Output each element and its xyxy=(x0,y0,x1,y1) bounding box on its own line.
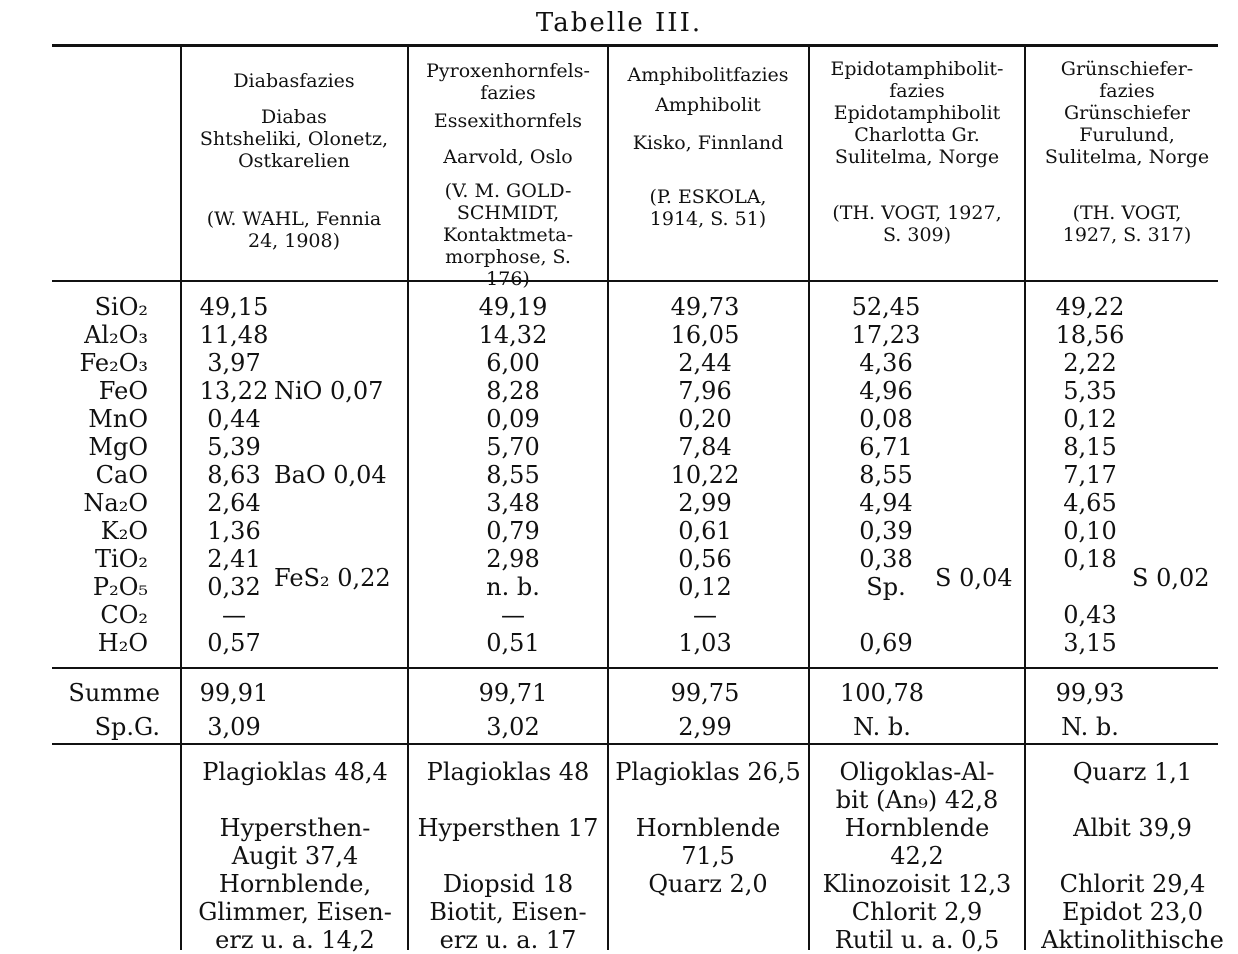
value-cell: 14,32 xyxy=(478,321,548,349)
locality: Kisko, Finnland xyxy=(632,132,784,154)
mineral-line: Albit 39,9 xyxy=(1073,814,1192,842)
value-cell: 0,56 xyxy=(678,545,732,573)
mineral-line: bit (An₉) 42,8 xyxy=(835,786,999,814)
mineral-line xyxy=(610,786,806,814)
summe-col-3: 99,75 2,99 xyxy=(670,679,740,741)
label-spg: Sp.G. xyxy=(94,713,160,741)
facies-name: Amphibolitfazies xyxy=(627,64,789,86)
value-cell: 49,22 xyxy=(1055,293,1125,321)
table-title: Tabelle III. xyxy=(535,8,703,38)
value-cell: 2,99 xyxy=(678,489,732,517)
header-col-5 xyxy=(1027,58,1227,246)
mineral-line: Augit 37,4 xyxy=(231,842,359,870)
col-divider-4 xyxy=(1024,46,1026,950)
locality: Charlotta Gr. Sulitelma, Norge xyxy=(834,124,1000,168)
value-cell: 0,12 xyxy=(678,573,732,601)
value-cell: 4,94 xyxy=(859,489,913,517)
locality: Aarvold, Oslo xyxy=(443,146,573,168)
mineral-line: Quarz 2,0 xyxy=(648,870,768,898)
value-cell: 0,20 xyxy=(678,405,732,433)
mineral-line: erz u. a. 17 xyxy=(439,926,577,954)
value-cell: 4,36 xyxy=(859,349,913,377)
value-cell: 3,48 xyxy=(486,489,540,517)
mineral-line: Glimmer, Eisen- xyxy=(198,898,392,926)
rule-header-bottom xyxy=(52,280,1218,282)
rock-name: Essexithornfels xyxy=(433,110,583,132)
value-cell: 1,36 xyxy=(207,517,261,545)
summary-labels xyxy=(52,676,160,744)
header-col-1 xyxy=(184,70,404,252)
mineral-line: Klinozoisit 12,3 xyxy=(822,870,1012,898)
note-fes2: FeS₂ 0,22 xyxy=(274,564,391,592)
value-cell: 11,48 xyxy=(199,321,269,349)
value-cell: 8,28 xyxy=(486,377,540,405)
values-col-5 xyxy=(1052,293,1128,657)
value-cell: — xyxy=(222,601,246,629)
values-col-2 xyxy=(468,293,558,657)
summe-col-2: 99,71 3,02 xyxy=(478,679,548,741)
value-cell: 4,65 xyxy=(1063,489,1117,517)
mineral-line: erz u. a. 14,2 xyxy=(215,926,375,954)
mineral-line: Hornblende xyxy=(635,814,781,842)
values-col-1 xyxy=(196,293,272,657)
minerals-col-4 xyxy=(811,758,1023,954)
value-cell: 0,32 xyxy=(207,573,261,601)
value-cell: 49,15 xyxy=(199,293,269,321)
value-cell: 16,05 xyxy=(670,321,740,349)
value-cell: Sp. xyxy=(866,573,906,601)
mineral-line: Chlorit 2,9 xyxy=(851,898,983,926)
mineral-line: Biotit, Eisen- xyxy=(429,898,587,926)
value-cell: — xyxy=(501,601,525,629)
header-col-4 xyxy=(811,58,1023,246)
value-cell: 18,56 xyxy=(1055,321,1125,349)
rock-name: Epidotamphibolit xyxy=(833,102,1001,124)
mineral-line xyxy=(1027,786,1238,814)
value-cell xyxy=(1052,573,1128,601)
oxide-label: MnO xyxy=(88,405,148,433)
value-cell: 17,23 xyxy=(851,321,921,349)
value-cell: 3,97 xyxy=(207,349,261,377)
oxide-label: CO₂ xyxy=(100,601,148,629)
value-cell: 10,22 xyxy=(670,461,740,489)
mineral-line: 71,5 xyxy=(681,842,735,870)
rock-name: Diabas xyxy=(261,106,327,128)
col-divider-1 xyxy=(407,46,409,950)
value-cell: 13,22 xyxy=(199,377,269,405)
oxide-label: H₂O xyxy=(97,629,148,657)
oxide-label: SiO₂ xyxy=(94,293,148,321)
value-cell: 7,84 xyxy=(678,433,732,461)
value-cell: 0,57 xyxy=(207,629,261,657)
value-cell: 2,41 xyxy=(207,545,261,573)
value-cell: 0,69 xyxy=(859,629,913,657)
value-cell: 0,08 xyxy=(859,405,913,433)
value-cell: 0,51 xyxy=(486,629,540,657)
oxide-label: Fe₂O₃ xyxy=(79,349,148,377)
value-cell: 2,22 xyxy=(1063,349,1117,377)
value-cell: 0,18 xyxy=(1063,545,1117,573)
oxide-label: P₂O₅ xyxy=(92,573,148,601)
header-col-3 xyxy=(610,64,806,230)
value-cell: 1,03 xyxy=(678,629,732,657)
mineral-line: Hypersthen- xyxy=(219,814,371,842)
mineral-line xyxy=(410,842,606,870)
reference: (W. WAHL, Fennia 24, 1908) xyxy=(206,208,382,252)
summe-col-5: 99,93 N. b. xyxy=(1055,679,1125,741)
locality: Shtsheliki, Olonetz, Ostkarelien xyxy=(199,128,389,172)
col-divider-3 xyxy=(808,46,810,950)
reference: (P. ESKOLA, 1914, S. 51) xyxy=(649,186,767,230)
value-cell: 5,39 xyxy=(207,433,261,461)
value-cell: 0,10 xyxy=(1063,517,1117,545)
mineral-line: Hypersthen 17 xyxy=(417,814,599,842)
reference: (TH. VOGT, 1927, S. 317) xyxy=(1062,202,1192,246)
mineral-line xyxy=(610,898,806,926)
mineral-line: Chlorit 29,4 xyxy=(1059,870,1206,898)
locality: Furulund, Sulitelma, Norge xyxy=(1044,124,1210,168)
value-cell: 52,45 xyxy=(851,293,921,321)
minerals-col-1 xyxy=(184,758,406,954)
oxide-label: Al₂O₃ xyxy=(84,321,148,349)
values-col-4 xyxy=(846,293,926,657)
mineral-line: Rutil u. a. 0,5 xyxy=(834,926,1000,954)
facies-name: Epidotamphibolit-fazies xyxy=(830,58,1004,102)
value-cell: 3,15 xyxy=(1063,629,1117,657)
mineral-line: Hornblende xyxy=(844,814,990,842)
mineral-line xyxy=(184,786,406,814)
facies-name: Diabasfazies xyxy=(233,70,355,92)
mineral-line: Epidot 23,0 xyxy=(1061,898,1204,926)
oxide-label: CaO xyxy=(95,461,148,489)
col-divider-2 xyxy=(607,46,609,950)
mineral-line: 42,2 xyxy=(890,842,944,870)
mineral-line: Plagioklas 48,4 xyxy=(202,758,388,786)
mineral-line: Diopsid 18 xyxy=(442,870,574,898)
minerals-col-2 xyxy=(410,758,606,954)
value-cell: 0,39 xyxy=(859,517,913,545)
value-cell: 8,55 xyxy=(859,461,913,489)
note-s-col5: S 0,02 xyxy=(1132,564,1210,592)
value-cell: 2,98 xyxy=(486,545,540,573)
note-bao: BaO 0,04 xyxy=(274,461,387,489)
rock-name: Grünschiefer xyxy=(1063,102,1191,124)
value-cell: 0,09 xyxy=(486,405,540,433)
value-cell: 2,44 xyxy=(678,349,732,377)
mineral-line: Quarz 1,1 xyxy=(1072,758,1193,786)
value-cell: 5,35 xyxy=(1063,377,1117,405)
value-cell: 7,96 xyxy=(678,377,732,405)
header-col-2 xyxy=(410,60,606,290)
value-cell: n. b. xyxy=(486,573,540,601)
reference: (TH. VOGT, 1927, S. 309) xyxy=(832,202,1002,246)
value-cell: 4,96 xyxy=(859,377,913,405)
value-cell: 6,71 xyxy=(859,433,913,461)
value-cell: 8,63 xyxy=(207,461,261,489)
oxide-labels xyxy=(52,293,148,657)
rule-data-bottom xyxy=(52,667,1218,669)
oxide-label: TiO₂ xyxy=(95,545,148,573)
value-cell: 5,70 xyxy=(486,433,540,461)
facies-name: Grünschiefer-fazies xyxy=(1060,58,1194,102)
oxide-label: FeO xyxy=(98,377,148,405)
minerals-col-5 xyxy=(1027,758,1238,954)
mineral-line: Plagioklas 48 xyxy=(426,758,590,786)
value-cell: 0,79 xyxy=(486,517,540,545)
note-s-col4: S 0,04 xyxy=(935,564,1013,592)
label-summe: Summe xyxy=(68,679,160,707)
mineral-line xyxy=(1027,842,1238,870)
value-cell: 49,19 xyxy=(478,293,548,321)
mineral-line: Aktinolithische xyxy=(1041,926,1224,954)
value-cell: 8,15 xyxy=(1063,433,1117,461)
value-cell: 49,73 xyxy=(670,293,740,321)
oxide-label: K₂O xyxy=(100,517,148,545)
value-cell: 6,00 xyxy=(486,349,540,377)
value-cell: — xyxy=(693,601,717,629)
facies-name: Pyroxenhornfels-fazies xyxy=(426,60,590,104)
value-cell xyxy=(846,601,926,629)
mineral-line xyxy=(410,786,606,814)
value-cell: 0,61 xyxy=(678,517,732,545)
value-cell: 0,44 xyxy=(207,405,261,433)
rule-top xyxy=(52,44,1218,47)
mineral-line: Plagioklas 26,5 xyxy=(615,758,801,786)
summe-col-1: 99,91 3,09 xyxy=(199,679,269,741)
minerals-col-3 xyxy=(610,758,806,954)
value-cell: 7,17 xyxy=(1063,461,1117,489)
value-cell: 0,43 xyxy=(1063,601,1117,629)
value-cell: 0,12 xyxy=(1063,405,1117,433)
rock-name: Amphibolit xyxy=(655,94,761,116)
value-cell: 0,38 xyxy=(859,545,913,573)
summe-col-4: 100,78 N. b. xyxy=(840,679,924,741)
value-cell: 2,64 xyxy=(207,489,261,517)
value-cell: 8,55 xyxy=(486,461,540,489)
col-divider-0 xyxy=(180,46,182,950)
values-col-3 xyxy=(660,293,750,657)
mineral-line: Oligoklas-Al- xyxy=(839,758,995,786)
reference: (V. M. GOLD-SCHMIDT, Kontaktmeta-morphose, S. 176) xyxy=(442,180,574,290)
mineral-line: Hornblende, xyxy=(218,870,372,898)
note-nio: NiO 0,07 xyxy=(274,377,384,405)
oxide-label: MgO xyxy=(88,433,148,461)
oxide-label: Na₂O xyxy=(83,489,148,517)
